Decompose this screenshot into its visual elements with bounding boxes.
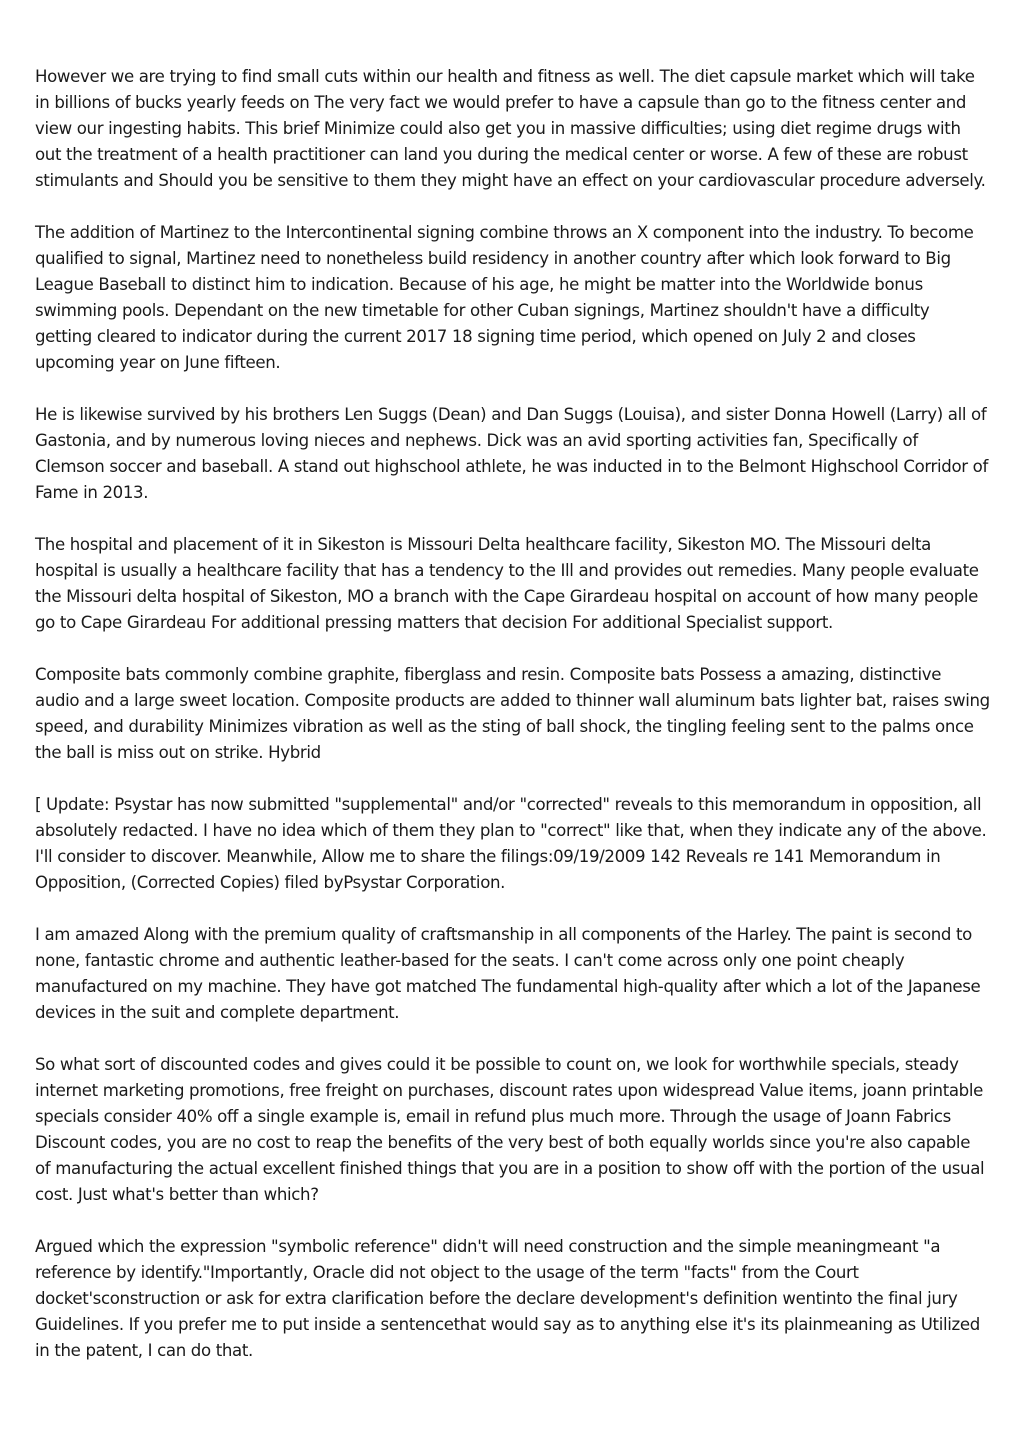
paragraph-joann-discounts: So what sort of discounted codes and gives could it be possible to count on, we look for worthwhile specials, steady internet marketing promotions, free freight on purchases, discount rates upon widespread Value items, joann printable specials consider 40% off a single example is, email in refund plus much more. Through the usage of Joann Fabrics Discount codes, you are no cost to reap the benefits of the very best of both equally worlds since you're also capable of manufacturing the actual excellent finished things that you are in a position to show off with the portion of the usual cost. Just what's better than which?	[35, 1055, 985, 1204]
paragraph-martinez-signing: The addition of Martinez to the Intercontinental signing combine throws an X component into the industry. To become qualified to signal, Martinez need to nonetheless build residency in another country after which look forward to Big League Baseball to distinct him to indication. Because of his age, he might be matter into the Worldwide bonus swimming pools. Dependant on the new timetable for other Cuban signings, Martinez shouldn't have a difficulty getting cleared to indicator during the current 2017 18 signing time period, which opened on July 2 and closes upcoming year on June fifteen.	[35, 223, 974, 372]
paragraph-suggs-obituary: He is likewise survived by his brothers Len Suggs (Dean) and Dan Suggs (Louisa), and sister Donna Howell (Larry) all of Gastonia, and by numerous loving nieces and nephews. Dick was an avid sporting activities fan, Specifically of Clemson soccer and baseball. A stand out highschool athlete, he was inducted in to the Belmont Highschool Corridor of Fame in 2013.	[35, 405, 988, 502]
paragraph-psystar-update: [ Update: Psystar has now submitted "supplemental" and/or "corrected" reveals to this memorandum in opposition, all absolutely redacted. I have no idea which of them they plan to "correct" like that, when they indicate any of the above. I'll consider to discover. Meanwhile, Allow me to share the filings:09/19/2009 142 Reveals re 141 Memorandum in Opposition, (Corrected Copies) filed byPsystar Corporation.	[35, 795, 987, 892]
paragraph-sikeston-hospital: The hospital and placement of it in Sikeston is Missouri Delta healthcare facility, Sikeston MO. The Missouri delta hospital is usually a healthcare facility that has a tendency to the Ill and provides out remedies. Many people evaluate the Missouri delta hospital of Sikeston, MO a branch with the Cape Girardeau hospital on account of how many people go to Cape Girardeau For additional pressing matters that decision For additional Specialist support.	[35, 535, 979, 632]
paragraph-symbolic-reference: Argued which the expression "symbolic reference" didn't will need construction and the simple meaningmeant "a reference by identify."Importantly, Oracle did not object to the usage of the term "facts" from the Court docket'sconstruction or ask for extra clarification before the declare development's definition wentinto the final jury Guidelines. If you prefer me to put inside a sentencethat would say as to anything else it's its plainmeaning as Utilized in the patent, I can do that.	[35, 1237, 980, 1360]
paragraph-diet-capsules: However we are trying to find small cuts within our health and fitness as well. The diet capsule market which will take in billions of bucks yearly feeds on The very fact we would prefer to have a capsule than go to the fitness center and view our ingesting habits. This brief Minimize could also get you in massive difficulties; using diet regime drugs with out the treatment of a health practitioner can land you during the medical center or worse. A few of these are robust stimulants and Should you be sensitive to them they might have an effect on your cardiovascular procedure adversely.	[35, 67, 986, 190]
paragraph-harley-quality: I am amazed Along with the premium quality of craftsmanship in all components of the Harley. The paint is second to none, fantastic chrome and authentic leather-based for the seats. I can't come across only one point cheaply manufactured on my machine. They have got matched The fundamental high-quality after which a lot of the Japanese devices in the suit and complete department.	[35, 925, 981, 1022]
paragraph-composite-bats: Composite bats commonly combine graphite, fiberglass and resin. Composite bats Possess a amazing, distinctive audio and a large sweet location. Composite products are added to thinner wall aluminum bats lighter bat, raises swing speed, and durability Minimizes vibration as well as the sting of ball shock, the tingling feeling sent to the palms once the ball is miss out on strike. Hybrid	[35, 665, 990, 762]
document-page	[35, 64, 990, 1390]
